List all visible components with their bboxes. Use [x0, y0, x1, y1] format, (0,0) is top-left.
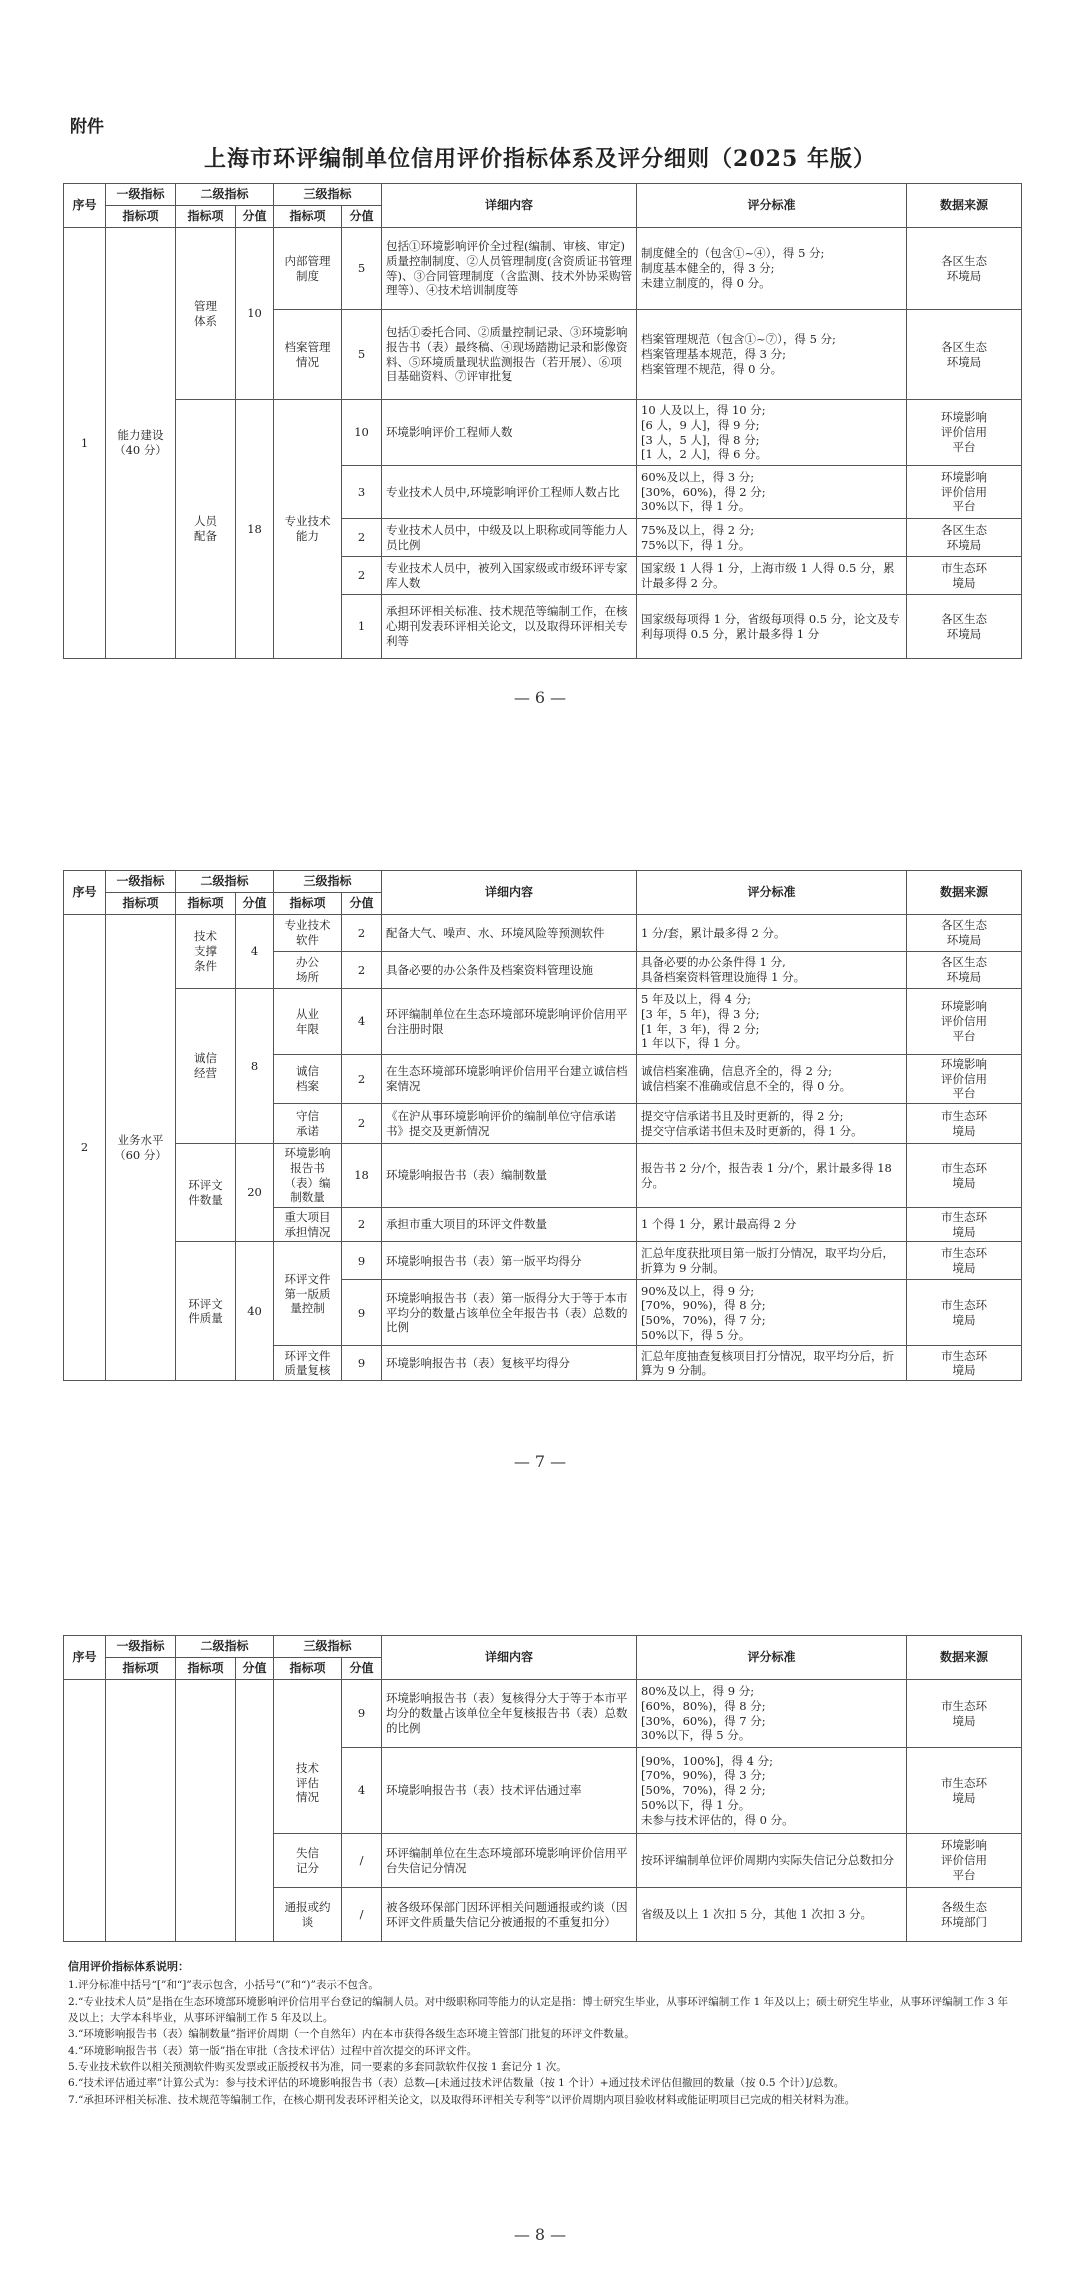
score-cell: 2 — [342, 519, 382, 557]
score-cell: 10 — [342, 400, 382, 466]
source-cell: 市生态环 境局 — [907, 557, 1022, 595]
detail-cell: 环评编制单位在生态环境部环境影响评价信用平台失信记分情况 — [382, 1834, 637, 1888]
source-cell: 环境影响 评价信用 平台 — [907, 1055, 1022, 1104]
credit-table-page-2 — [63, 870, 1022, 1381]
standard-cell: 国家级 1 人得 1 分，上海市级 1 人得 0.5 分，累计最多得 2 分。 — [637, 557, 907, 595]
document-title: 上海市环评编制单位信用评价指标体系及评分细则（2025 年版） — [204, 146, 876, 172]
detail-cell: 在生态环境部环境影响评价信用平台建立诚信档案情况 — [382, 1055, 637, 1104]
level2-score-cell: 18 — [236, 400, 274, 659]
level2-cell-empty — [176, 1680, 236, 1942]
source-cell: 各区生态 环境局 — [907, 310, 1022, 400]
header-detail: 详细内容 — [382, 1636, 637, 1680]
standard-cell: 提交守信承诺书且及时更新的，得 2 分; 提交守信承诺书但未及时更新的，得 1 分。 — [637, 1104, 907, 1144]
level3-cell: 环评文件 质量复核 — [274, 1346, 342, 1381]
score-cell: 9 — [342, 1680, 382, 1748]
level3-cell: 失信 记分 — [274, 1834, 342, 1888]
detail-cell: 环境影响报告书（表）编制数量 — [382, 1144, 637, 1208]
detail-cell: 包括①委托合同、②质量控制记录、③环境影响报告书（表）最终稿、④现场踏勘记录和影像资料、⑤环境质量现状监测报告（若开展）、⑥项目基础资料、⑦评审批复 — [382, 310, 637, 400]
header-standard: 评分标准 — [637, 871, 907, 915]
standard-cell: 按环评编制单位评价周期内实际失信记分总数扣分 — [637, 1834, 907, 1888]
standard-cell: 诚信档案准确，信息齐全的，得 2 分; 诚信档案不准确或信息不全的，得 0 分。 — [637, 1055, 907, 1104]
level3-cell: 专业技术 能力 — [274, 400, 342, 659]
source-cell: 各区生态 环境局 — [907, 519, 1022, 557]
detail-cell: 具备必要的办公条件及档案资料管理设施 — [382, 952, 637, 989]
note-item: 7.“承担环评相关标准、技术规范等编制工作，在核心期刊发表环评相关论文，以及取得环评相关专利等”以评价周期内项目验收材料或能证明项目已完成的相关材料为准。 — [68, 2093, 856, 2106]
source-cell: 各区生态 环境局 — [907, 915, 1022, 952]
detail-cell: 环评编制单位在生态环境部环境影响评价信用平台注册时限 — [382, 989, 637, 1055]
note-item: 5.专业技术软件以相关预测软件购买发票或正版授权书为准，同一要素的多套同款软件仅按 1 套记分 1 次。 — [68, 2061, 567, 2074]
header-level1: 一级指标 — [106, 1636, 176, 1658]
level2-score-cell: 40 — [236, 1242, 274, 1381]
detail-cell: 专业技术人员中,环境影响评价工程师人数占比 — [382, 466, 637, 519]
page-number: — 6 — — [513, 688, 567, 707]
standard-cell: 具备必要的办公条件得 1 分, 具备档案资料管理设施得 1 分。 — [637, 952, 907, 989]
score-cell: 2 — [342, 915, 382, 952]
standard-cell: 80%及以上，得 9 分; [60%，80%)，得 8 分; [30%，60%)，得 7 分; 30%以下，得 5 分。 — [637, 1680, 907, 1748]
standard-cell: 75%及以上，得 2 分; 75%以下，得 1 分。 — [637, 519, 907, 557]
standard-cell: 省级及以上 1 次扣 5 分，其他 1 次扣 3 分。 — [637, 1888, 907, 1942]
header-score: 分值 — [236, 206, 274, 228]
level3-cell: 内部管理 制度 — [274, 228, 342, 310]
level3-cell: 守信 承诺 — [274, 1104, 342, 1144]
level3-cell: 环境影响 报告书 （表）编 制数量 — [274, 1144, 342, 1208]
level2-score-cell: 4 — [236, 915, 274, 989]
standard-cell: 5 年及以上，得 4 分; [3 年，5 年)，得 3 分; [1 年，3 年)，得 2 分; 1 年以下，得 1 分。 — [637, 989, 907, 1055]
level1-cell-empty — [106, 1680, 176, 1942]
seq-cell: 1 — [64, 228, 106, 659]
notes-title: 信用评价指标体系说明： — [68, 1960, 189, 1973]
source-cell: 各区生态 环境局 — [907, 595, 1022, 659]
source-cell: 市生态环 境局 — [907, 1144, 1022, 1208]
standard-cell: 制度健全的（包含①~④），得 5 分; 制度基本健全的，得 3 分; 未建立制度的，得 0 分。 — [637, 228, 907, 310]
header-level2: 二级指标 — [176, 871, 274, 893]
header-seq: 序号 — [64, 871, 106, 915]
level2-score-cell: 10 — [236, 228, 274, 400]
level1-cell: 能力建设 （40 分） — [106, 228, 176, 659]
level2-cell: 管理 体系 — [176, 228, 236, 400]
header-item: 指标项 — [176, 1658, 236, 1680]
header-score: 分值 — [236, 893, 274, 915]
level2-cell: 人员 配备 — [176, 400, 236, 659]
detail-cell: 《在沪从事环境影响评价的编制单位守信承诺书》提交及更新情况 — [382, 1104, 637, 1144]
level3-cell: 从业 年限 — [274, 989, 342, 1055]
score-cell: 2 — [342, 952, 382, 989]
standard-cell: 60%及以上，得 3 分; [30%，60%)，得 2 分; 30%以下，得 1 分。 — [637, 466, 907, 519]
header-item: 指标项 — [106, 1658, 176, 1680]
source-cell: 环境影响 评价信用 平台 — [907, 466, 1022, 519]
source-cell: 环境影响 评价信用 平台 — [907, 1834, 1022, 1888]
note-item: 6.“技术评估通过率”计算公式为：参与技术评估的环境影响报告书（表）总数—[未通过技术评估数量（按 1 个计）+通过技术评估但撤回的数量（按 0.5 个计）]/总数。 — [68, 2077, 845, 2090]
header-item: 指标项 — [106, 206, 176, 228]
standard-cell: 汇总年度获批项目第一版打分情况，取平均分后，折算为 9 分制。 — [637, 1242, 907, 1280]
score-cell: 2 — [342, 1104, 382, 1144]
detail-cell: 环境影响评价工程师人数 — [382, 400, 637, 466]
standard-cell: 1 个得 1 分，累计最高得 2 分 — [637, 1208, 907, 1242]
standard-cell: 汇总年度抽查复核项目打分情况，取平均分后，折算为 9 分制。 — [637, 1346, 907, 1381]
page-number: — 8 — — [513, 2225, 567, 2244]
header-score: 分值 — [236, 1658, 274, 1680]
level3-cell: 档案管理 情况 — [274, 310, 342, 400]
header-detail: 详细内容 — [382, 184, 637, 228]
standard-cell: 90%及以上，得 9 分; [70%，90%)，得 8 分; [50%，70%)，得 7 分; 50%以下，得 5 分。 — [637, 1280, 907, 1346]
header-item: 指标项 — [274, 893, 342, 915]
source-cell: 环境影响 评价信用 平台 — [907, 989, 1022, 1055]
level3-cell: 环评文件 第一版质 量控制 — [274, 1242, 342, 1346]
note-item: 3.“环境影响报告书（表）编制数量”指评价周期（一个自然年）内在本市获得各级生态环境主管部门批复的环评文件数量。 — [68, 2028, 635, 2041]
header-level2: 二级指标 — [176, 1636, 274, 1658]
detail-cell: 环境影响报告书（表）复核得分大于等于本市平均分的数量占该单位全年复核报告书（表）总数的比例 — [382, 1680, 637, 1748]
score-cell: 2 — [342, 557, 382, 595]
level1-cell: 业务水平 （60 分） — [106, 915, 176, 1381]
header-standard: 评分标准 — [637, 1636, 907, 1680]
note-item: 1.评分标准中括号“[”和“]”表示包含，小括号“(”和“)”表示不包含。 — [68, 1979, 379, 1992]
score-cell: 1 — [342, 595, 382, 659]
score-cell: / — [342, 1834, 382, 1888]
attachment-label: 附件 — [70, 117, 104, 137]
detail-cell: 承担环评相关标准、技术规范等编制工作，在核心期刊发表环评相关论文，以及取得环评相关专利等 — [382, 595, 637, 659]
score-cell: 5 — [342, 310, 382, 400]
source-cell: 各区生态 环境局 — [907, 952, 1022, 989]
credit-table-page-3 — [63, 1635, 1022, 1942]
detail-cell: 专业技术人员中，中级及以上职称或同等能力人员比例 — [382, 519, 637, 557]
source-cell: 各区生态 环境局 — [907, 228, 1022, 310]
source-cell: 市生态环 境局 — [907, 1680, 1022, 1748]
standard-cell: 1 分/套，累计最多得 2 分。 — [637, 915, 907, 952]
level2-score-cell: 20 — [236, 1144, 274, 1242]
level2-cell: 环评文 件质量 — [176, 1242, 236, 1381]
header-seq: 序号 — [64, 184, 106, 228]
note-item: 4.“环境影响报告书（表）第一版”指在审批（含技术评估）过程中首次提交的环评文件。 — [68, 2044, 478, 2057]
header-source: 数据来源 — [907, 871, 1022, 915]
header-level3: 三级指标 — [274, 1636, 382, 1658]
source-cell: 市生态环 境局 — [907, 1104, 1022, 1144]
source-cell: 市生态环 境局 — [907, 1208, 1022, 1242]
level2-cell: 技术 支撑 条件 — [176, 915, 236, 989]
header-detail: 详细内容 — [382, 871, 637, 915]
level3-cell: 技术 评估 情况 — [274, 1680, 342, 1834]
standard-cell: 报告书 2 分/个，报告表 1 分/个，累计最多得 18 分。 — [637, 1144, 907, 1208]
score-cell: 9 — [342, 1242, 382, 1280]
page-number: — 7 — — [513, 1452, 567, 1471]
detail-cell: 配备大气、噪声、水、环境风险等预测软件 — [382, 915, 637, 952]
detail-cell: 专业技术人员中，被列入国家级或市级环评专家库人数 — [382, 557, 637, 595]
detail-cell: 环境影响报告书（表）第一版得分大于等于本市平均分的数量占该单位全年报告书（表）总数的比例 — [382, 1280, 637, 1346]
source-cell: 市生态环 境局 — [907, 1346, 1022, 1381]
detail-cell: 被各级环保部门因环评相关问题通报或约谈（因环评文件质量失信记分被通报的不重复扣分） — [382, 1888, 637, 1942]
header-seq: 序号 — [64, 1636, 106, 1680]
source-cell: 市生态环 境局 — [907, 1242, 1022, 1280]
level2-score-cell-empty — [236, 1680, 274, 1942]
header-item: 指标项 — [106, 893, 176, 915]
level3-cell: 通报或约 谈 — [274, 1888, 342, 1942]
score-cell: 2 — [342, 1055, 382, 1104]
source-cell: 各级生态 环境部门 — [907, 1888, 1022, 1942]
detail-cell: 环境影响报告书（表）技术评估通过率 — [382, 1748, 637, 1834]
level3-cell: 诚信 档案 — [274, 1055, 342, 1104]
source-cell: 市生态环 境局 — [907, 1748, 1022, 1834]
header-standard: 评分标准 — [637, 184, 907, 228]
source-cell: 环境影响 评价信用 平台 — [907, 400, 1022, 466]
header-score: 分值 — [342, 206, 382, 228]
level3-cell: 专业技术 软件 — [274, 915, 342, 952]
level3-cell: 重大项目 承担情况 — [274, 1208, 342, 1242]
score-cell: 9 — [342, 1280, 382, 1346]
header-item: 指标项 — [176, 893, 236, 915]
level3-cell: 办公 场所 — [274, 952, 342, 989]
standard-cell: 档案管理规范（包含①~⑦），得 5 分; 档案管理基本规范，得 3 分; 档案管理不规范，得 0 分。 — [637, 310, 907, 400]
header-source: 数据来源 — [907, 1636, 1022, 1680]
detail-cell: 环境影响报告书（表）第一版平均得分 — [382, 1242, 637, 1280]
credit-table-page-1 — [63, 183, 1022, 659]
seq-cell: 2 — [64, 915, 106, 1381]
header-item: 指标项 — [274, 1658, 342, 1680]
notes-section — [68, 1958, 1018, 2108]
header-level1: 一级指标 — [106, 871, 176, 893]
score-cell: 4 — [342, 1748, 382, 1834]
detail-cell: 承担市重大项目的环评文件数量 — [382, 1208, 637, 1242]
header-level1: 一级指标 — [106, 184, 176, 206]
source-cell: 市生态环 境局 — [907, 1280, 1022, 1346]
detail-cell: 包括①环境影响评价全过程(编制、审核、审定)质量控制制度、②人员管理制度(含资质证书管理等)、③合同管理制度（含监测、技术外协采购管理等）、④技术培训制度等 — [382, 228, 637, 310]
standard-cell: 国家级每项得 1 分，省级每项得 0.5 分，论文及专利每项得 0.5 分，累计最多得 1 分 — [637, 595, 907, 659]
score-cell: 18 — [342, 1144, 382, 1208]
header-level3: 三级指标 — [274, 184, 382, 206]
score-cell: 5 — [342, 228, 382, 310]
level2-cell: 环评文 件数量 — [176, 1144, 236, 1242]
header-item: 指标项 — [274, 206, 342, 228]
header-score: 分值 — [342, 893, 382, 915]
note-item: 2.“专业技术人员”是指在生态环境部环境影响评价信用平台登记的编制人员。对中级职称同等能力的认定是指：博士研究生毕业，从事环评编制工作 1 年及以上；硕士研究生毕业，从事环评编制工作 3 年及以上；大学本科毕业，从事环评编制工作 5 年及以上。 — [68, 1995, 1008, 2024]
score-cell: 3 — [342, 466, 382, 519]
score-cell: / — [342, 1888, 382, 1942]
standard-cell: 10 人及以上，得 10 分; [6 人，9 人]，得 9 分; [3 人，5 人]，得 8 分; [1 人，2 人]，得 6 分。 — [637, 400, 907, 466]
header-level3: 三级指标 — [274, 871, 382, 893]
seq-cell-empty — [64, 1680, 106, 1942]
header-level2: 二级指标 — [176, 184, 274, 206]
level2-score-cell: 8 — [236, 989, 274, 1144]
header-source: 数据来源 — [907, 184, 1022, 228]
header-score: 分值 — [342, 1658, 382, 1680]
standard-cell: [90%，100%]，得 4 分; [70%，90%)，得 3 分; [50%，70%)，得 2 分; 50%以下，得 1 分。 未参与技术评估的，得 0 分。 — [637, 1748, 907, 1834]
level2-cell: 诚信 经营 — [176, 989, 236, 1144]
score-cell: 2 — [342, 1208, 382, 1242]
detail-cell: 环境影响报告书（表）复核平均得分 — [382, 1346, 637, 1381]
score-cell: 9 — [342, 1346, 382, 1381]
header-item: 指标项 — [176, 206, 236, 228]
score-cell: 4 — [342, 989, 382, 1055]
